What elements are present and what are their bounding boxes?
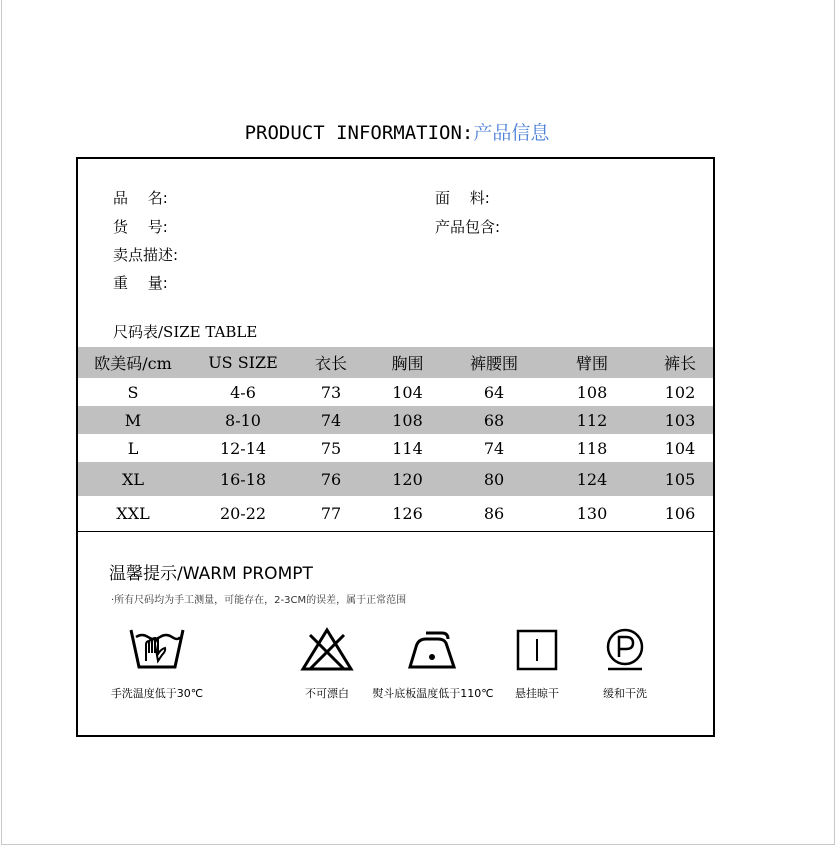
title-zh: 产品信息 [473, 122, 550, 144]
table-row [78, 434, 713, 462]
care-label: 悬挂晾干 [515, 687, 559, 700]
header-pants-length: 裤长 [647, 347, 713, 378]
care-item-dry-clean [575, 627, 675, 701]
info-package-label: 产品包含: [435, 218, 501, 236]
dry-clean-icon [602, 627, 648, 673]
cell-pants-length: 106 [664, 504, 696, 523]
header-us-size: US SIZE [188, 347, 298, 378]
cell-length: 77 [320, 504, 342, 523]
product-info-frame [76, 157, 715, 737]
cell-pants-length: 102 [664, 382, 696, 402]
care-item-no-bleach [277, 627, 377, 701]
size-table-header-row [78, 347, 713, 378]
info-name-label: 品 名: [113, 189, 168, 207]
section-divider [78, 531, 713, 532]
table-row [78, 496, 713, 531]
title-en: PRODUCT INFORMATION: [244, 122, 474, 144]
cell-chest: 114 [392, 438, 423, 458]
care-label: 手洗温度低于30℃ [110, 687, 204, 700]
cell-waist: 86 [483, 504, 505, 523]
cell-length: 76 [298, 462, 364, 496]
header-chest: 胸围 [364, 347, 451, 378]
header-arm: 臂围 [537, 347, 647, 378]
cell-pants-length: 103 [647, 406, 713, 434]
header-length: 衣长 [298, 347, 364, 378]
header-waist: 裤腰围 [451, 347, 537, 378]
cell-chest: 104 [392, 382, 423, 402]
table-row [78, 406, 713, 434]
no-bleach-icon [300, 627, 354, 673]
hang-dry-icon [516, 627, 558, 673]
cell-eu-size: L [127, 438, 139, 458]
cell-us-size: 4-6 [230, 382, 256, 402]
info-fabric-label: 面 料: [435, 189, 490, 207]
cell-arm: 118 [576, 438, 608, 458]
cell-waist: 74 [483, 438, 505, 458]
cell-arm: 124 [537, 462, 647, 496]
cell-waist: 80 [451, 462, 537, 496]
cell-chest: 120 [364, 462, 451, 496]
warm-prompt-note: ·所有尺码均为手工测量，可能存在，2-3CM的误差，属于正常范围 [111, 595, 407, 606]
cell-length: 74 [298, 406, 364, 434]
cell-length: 75 [320, 438, 342, 458]
iron-low-icon [408, 627, 458, 673]
warm-prompt-title: 温馨提示/WARM PROMPT [109, 564, 313, 584]
cell-eu-size: M [78, 406, 188, 434]
care-item-hand-wash [107, 627, 207, 701]
cell-arm: 112 [537, 406, 647, 434]
hand-wash-icon [128, 627, 186, 673]
info-selling-points-label: 卖点描述: [113, 246, 179, 264]
cell-eu-size: XL [78, 462, 188, 496]
care-label: 熨斗底板温度低于110℃ [372, 687, 494, 700]
cell-chest: 108 [364, 406, 451, 434]
cell-arm: 108 [576, 382, 608, 402]
cell-pants-length: 104 [664, 438, 696, 458]
info-weight-label: 重 量: [113, 274, 168, 292]
care-label: 缓和干洗 [603, 687, 647, 700]
cell-length: 73 [320, 382, 342, 402]
cell-us-size: 16-18 [188, 462, 298, 496]
header-eu-size: 欧美码/cm [78, 347, 188, 378]
cell-chest: 126 [392, 504, 423, 523]
cell-us-size: 8-10 [188, 406, 298, 434]
page-title [0, 118, 794, 145]
cell-waist: 64 [483, 382, 505, 402]
table-row [78, 378, 713, 406]
cell-arm: 130 [576, 504, 608, 523]
care-item-iron-low [363, 627, 503, 701]
cell-eu-size: XXL [116, 504, 150, 523]
care-label: 不可漂白 [305, 687, 349, 700]
info-item-no-label: 货 号: [113, 218, 168, 236]
size-table-caption: 尺码表/SIZE TABLE [113, 323, 258, 341]
care-item-hang-dry [487, 627, 587, 701]
cell-waist: 68 [451, 406, 537, 434]
cell-eu-size: S [127, 382, 139, 402]
size-table [78, 347, 713, 531]
cell-us-size: 20-22 [219, 504, 267, 523]
cell-us-size: 12-14 [219, 438, 267, 458]
cell-pants-length: 105 [647, 462, 713, 496]
table-row [78, 462, 713, 496]
